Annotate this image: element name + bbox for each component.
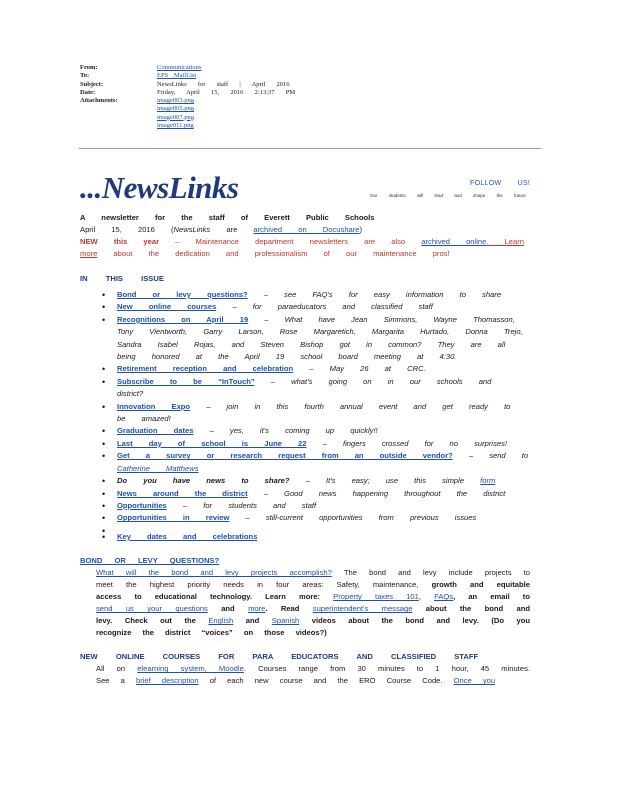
- brief-description-link[interactable]: brief description: [135, 676, 199, 686]
- toc-link[interactable]: Graduation dates: [117, 426, 194, 436]
- list-item: [80, 475, 530, 487]
- toc-link[interactable]: Innovation Expo: [117, 401, 191, 411]
- toc-link[interactable]: Last day of school is June 22: [117, 438, 307, 448]
- attachment-link[interactable]: image007.png: [157, 113, 195, 121]
- list-item: [80, 401, 530, 426]
- courses-text-3: of each new course and the ERO Course Code.: [198, 676, 454, 686]
- more-link[interactable]: more: [248, 604, 266, 614]
- list-item: [80, 438, 530, 450]
- courses-text-2: . Courses range from 30 minutes to 1 hour, 45 minutes. See a: [96, 664, 530, 686]
- date-value: Friday, April 15, 2016 2:13:37 PM: [157, 88, 296, 96]
- issue-date: April 15, 2016 (: [80, 225, 174, 234]
- list-item: [80, 512, 530, 524]
- toc-desc: – yes, it's coming up quickly!!: [193, 426, 378, 436]
- bond-text-5: about the bond and levy. Check out the: [96, 604, 530, 626]
- list-item: [80, 289, 530, 301]
- toc-link[interactable]: Bond or levy questions?: [117, 290, 248, 299]
- newsletter-intro: A newsletter for the staff of Everett Public Schools: [80, 213, 375, 222]
- learn-more-link[interactable]: . Learn more: [80, 237, 525, 258]
- toc-link[interactable]: Opportunities: [117, 500, 167, 510]
- list-item: [80, 314, 530, 364]
- from-link[interactable]: Communications: [157, 64, 202, 71]
- toc-desc: [290, 476, 496, 485]
- toc-desc: – for students and staff: [166, 500, 317, 510]
- bond-growth-text: growth and equitable access to educational technology. Learn more:: [96, 580, 530, 602]
- attachments-label: Attachments:: [80, 97, 118, 105]
- list-item: [80, 363, 530, 375]
- newsletter-body: [80, 212, 530, 687]
- toc-link[interactable]: News around the district: [117, 488, 248, 498]
- news-form-link[interactable]: form: [480, 476, 496, 486]
- spanish-video-link[interactable]: Spanish: [271, 616, 300, 626]
- in-this-issue-list: [80, 289, 530, 543]
- elearning-moodle-link[interactable]: elearning system, Moodle: [137, 664, 244, 674]
- toc-link[interactable]: Subscribe to be “InTouch”: [117, 376, 255, 386]
- subject-label: Subject:: [80, 80, 104, 88]
- follow-us-link[interactable]: FOLLOW US!: [470, 180, 531, 187]
- once-you-link[interactable]: Once you: [453, 676, 496, 686]
- toc-link[interactable]: Key dates and celebrations: [117, 531, 258, 541]
- toc-desc: – join in this fourth annual event and get ready to be amazed!: [117, 401, 511, 424]
- attachment-link[interactable]: image003.png: [157, 97, 195, 105]
- list-item: [80, 450, 530, 475]
- toc-link[interactable]: Get a survey or research request from an outside vendor?: [117, 451, 453, 461]
- bond-sep: ,: [418, 592, 435, 602]
- toc-desc: – What have Jean Simmons, Wayne Thomasson, Tony Vientworth, Garry Larson, Rose Margaretich, Margarita Hurtado, Donna Trejo, Sandra Isabel Rojas, and Steven Bishop got in common? They are all being honored at the April 19 school board meeting at 4:30.: [117, 314, 523, 362]
- toc-desc-text: – send to: [452, 451, 529, 461]
- online-courses-heading: NEW ONLINE COURSES FOR PARA EDUCATORS AND CLASSIFIED STAFF: [80, 652, 479, 662]
- attachment-link[interactable]: image005.png: [157, 105, 195, 113]
- toc-desc: – for paraeducators and classified staff: [216, 302, 433, 312]
- attachments-list: [157, 97, 194, 130]
- courses-text-1: All on: [96, 664, 138, 674]
- list-item: [80, 376, 530, 401]
- email-header: [80, 64, 295, 130]
- toc-desc: – Good news happening throughout the district: [247, 488, 506, 498]
- faqs-link[interactable]: FAQs: [434, 592, 454, 602]
- bond-levy-heading[interactable]: BOND OR LEVY QUESTIONS?: [80, 556, 220, 566]
- toc-desc: – fingers crossed for no surprises!: [306, 438, 508, 448]
- attachment-link[interactable]: image011.png: [157, 122, 194, 130]
- new-text: – Maintenance department newsletters are also: [159, 237, 422, 246]
- superintendent-message-link[interactable]: superintendent's message: [312, 604, 413, 614]
- bond-text-2: , an email to: [453, 592, 530, 602]
- toc-link[interactable]: Recognitions on April 19: [117, 314, 249, 324]
- bond-projects-link[interactable]: What will the bond and levy projects accomplish?: [96, 568, 332, 578]
- new-label: NEW this year: [80, 237, 160, 246]
- bond-text-4: . Read: [265, 604, 313, 614]
- to-label: To:: [80, 72, 90, 80]
- newslinks-logo: ...NewsLinks: [80, 170, 239, 205]
- bond-text-7: videos about the bond and levy. (Do you recognize the district “voices” on those videos?): [96, 616, 530, 638]
- toc-link[interactable]: Opportunities in review: [117, 513, 230, 523]
- bond-text-3: and: [207, 604, 249, 614]
- toc-desc: – still-current opportunities from previous issues: [229, 513, 477, 523]
- are-text: are: [210, 225, 254, 234]
- close-paren: ): [359, 225, 363, 234]
- online-courses-paragraph: [96, 663, 530, 687]
- list-item: [80, 488, 530, 500]
- district-tagline: Our students will lead and shape the future.: [370, 193, 527, 198]
- in-this-issue-heading: IN THIS ISSUE: [80, 274, 164, 283]
- catherine-matthews-link[interactable]: Catherine Matthews: [117, 463, 199, 473]
- toc-desc-text: – It's easy; use this simple: [289, 476, 481, 486]
- toc-link[interactable]: New online courses: [117, 302, 217, 312]
- property-taxes-link[interactable]: Property taxes 101: [333, 592, 419, 602]
- list-item: [80, 531, 530, 543]
- subject-value: NewsLinks for staff | April 2016: [157, 80, 290, 88]
- toc-label: Do you have news to share?: [117, 476, 290, 486]
- issue-date-line: [80, 224, 530, 236]
- new-this-year: [80, 236, 530, 260]
- toc-link[interactable]: Retirement reception and celebration: [117, 364, 294, 374]
- toc-desc: – May 26 at CRC.: [293, 364, 426, 374]
- toc-desc: – what's going on in our schools and district?: [117, 376, 492, 399]
- list-item: [80, 500, 530, 512]
- toc-desc: – see FAQ's for easy information to share: [247, 290, 502, 299]
- english-video-link[interactable]: English: [208, 616, 234, 626]
- new-tail: about the dedication and professionalism of our maintenance pros!: [97, 249, 450, 258]
- newslinks-name: NewsLinks: [173, 225, 211, 234]
- archived-online-link[interactable]: archived online: [421, 237, 487, 246]
- bond-levy-paragraph: [96, 567, 530, 639]
- date-label: Date:: [80, 88, 96, 96]
- list-item: [80, 301, 530, 313]
- from-label: From:: [80, 64, 98, 71]
- list-item: [80, 425, 530, 437]
- bond-text-1: The bond and levy include projects to meet the highest priority needs in four areas: Safety, maintenance,: [96, 568, 530, 590]
- docushare-archive-link[interactable]: archived on Docushare: [253, 225, 360, 234]
- to-link[interactable]: EPS MailList: [157, 72, 197, 80]
- bond-text-6: and: [233, 616, 272, 626]
- send-questions-link[interactable]: send us your questions: [96, 604, 208, 614]
- header-divider: [79, 148, 541, 149]
